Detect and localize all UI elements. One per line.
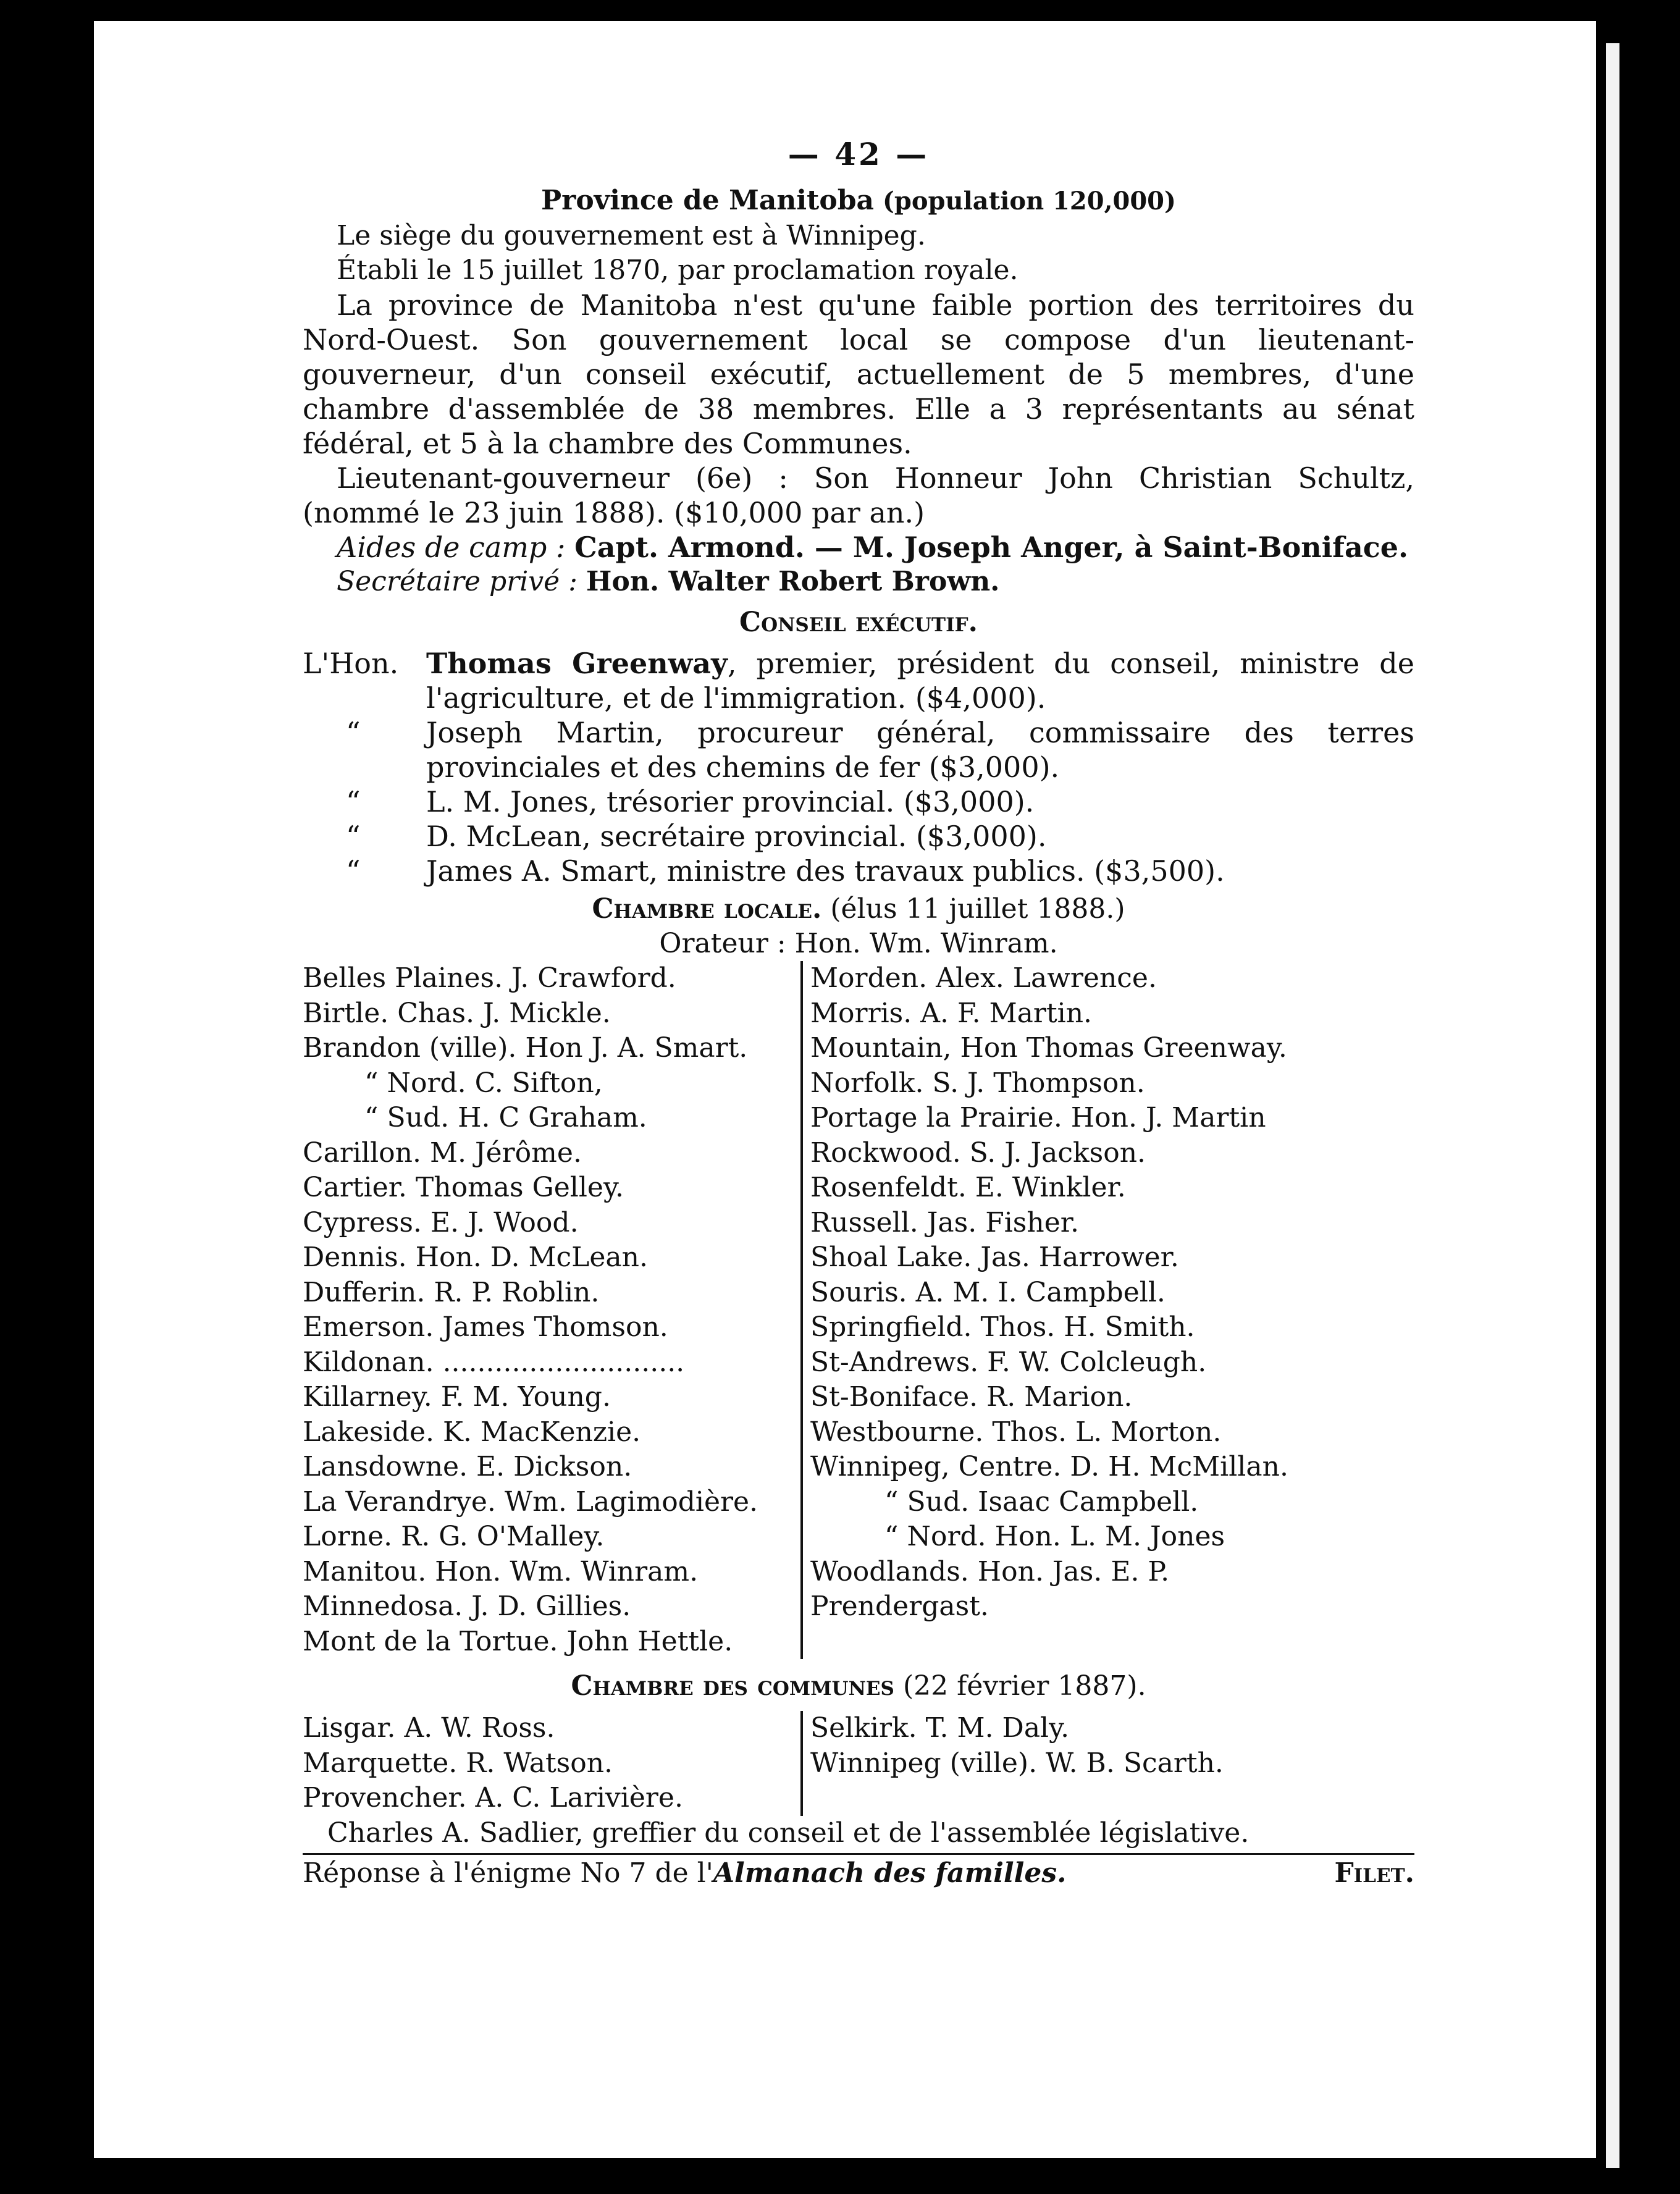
list-item: Brandon (ville). Hon J. A. Smart. (303, 1032, 748, 1064)
list-item: Dennis. Hon. D. McLean. (303, 1242, 648, 1273)
list-item: Woodlands. Hon. Jas. E. P. Prendergast. (810, 1555, 1170, 1622)
ditto-mark: “ (346, 785, 361, 818)
list-item: Marquette. R. Watson. (303, 1747, 613, 1779)
private-secretary (303, 565, 1414, 599)
list-item: Lisgar. A. W. Ross. (303, 1712, 555, 1744)
aides-text: Capt. Armond. — M. Joseph Anger, à Saint-Boniface. (574, 531, 1409, 564)
list-item: “ Sud. H. C Graham. (364, 1102, 647, 1133)
council-member-1 (303, 646, 1414, 715)
commons-list (303, 1711, 1414, 1816)
document-body (303, 136, 1414, 1891)
lieutenant-governor-text: Lieutenant-gouverneur (6e) : Son Honneur John Christian Schultz, (nommé le 23 juin 1888). ($10,000 par an.) (303, 461, 1414, 529)
local-chamber-heading (303, 892, 1414, 927)
page-edge (1606, 43, 1619, 2168)
ditto-mark: “ (346, 716, 361, 749)
list-item: Rockwood. S. J. Jackson. (810, 1137, 1146, 1169)
member-name: Joseph Martin (426, 716, 655, 749)
list-item: Shoal Lake. Jas. Harrower. (810, 1242, 1179, 1273)
list-item: Winnipeg, Centre. D. H. McMillan. (810, 1451, 1288, 1482)
council-member-5 (303, 854, 1414, 888)
riddle-line (303, 1853, 1414, 1891)
list-item: Lorne. R. G. O'Malley. (303, 1521, 605, 1552)
secretary-label: Secrétaire privé : (337, 566, 578, 597)
list-item: Winnipeg (ville). W. B. Scarth. (810, 1747, 1224, 1779)
speaker-line: Orateur : Hon. Wm. Winram. (659, 928, 1058, 959)
list-item: Belles Plaines. J. Crawford. (303, 962, 676, 994)
aides-label: Aides de camp : (337, 531, 566, 564)
seat-line: Le siège du gouvernement est à Winnipeg. (337, 220, 926, 251)
commons-title: Chambre des communes (571, 1670, 894, 1702)
list-item: Morden. Alex. Lawrence. (810, 962, 1157, 994)
list-item: Russell. Jas. Fisher. (810, 1206, 1079, 1238)
established-line: Établi le 15 juillet 1870, par proclamation royale. (337, 254, 1018, 286)
ditto-mark: “ (346, 820, 361, 853)
list-item: Minnedosa. J. D. Gillies. (303, 1591, 631, 1622)
list-item: Westbourne. Thos. L. Morton. (810, 1416, 1222, 1448)
page-number: — 42 — (788, 136, 930, 172)
list-item: St-Andrews. F. W. Colcleugh. (810, 1346, 1207, 1378)
intro-paragraph (303, 288, 1414, 461)
list-item: Cypress. E. J. Wood. (303, 1206, 579, 1238)
commons-left-column (303, 1711, 800, 1816)
council-member-3 (303, 784, 1414, 819)
local-chamber-title: Chambre locale. (592, 893, 822, 925)
member-name: James A. Smart (426, 854, 649, 888)
hon-prefix: L'Hon. (303, 647, 399, 680)
local-chamber-date: (élus 11 juillet 1888.) (830, 893, 1125, 925)
section-heading (303, 183, 1414, 219)
commons-right-column (800, 1711, 1224, 1816)
list-item: Lakeside. K. MacKenzie. (303, 1416, 641, 1448)
lieutenant-governor (303, 461, 1414, 530)
member-role: , ministre des travaux publics. ($3,500). (649, 854, 1225, 888)
ditto-mark: “ (346, 854, 361, 888)
list-item: Cartier. Thomas Gelley. (303, 1172, 624, 1203)
member-name: L. M. Jones (426, 785, 589, 818)
secretary-text: Hon. Walter Robert Brown. (586, 566, 1000, 597)
list-item: Mountain, Hon Thomas Greenway. (810, 1032, 1287, 1064)
riddle-text: Réponse à l'énigme No 7 de l' (303, 1857, 713, 1889)
list-item: “ Sud. Isaac Campbell. (884, 1486, 1199, 1518)
list-item: Lansdowne. E. Dickson. (303, 1451, 632, 1482)
list-item: Dufferin. R. P. Roblin. (303, 1276, 600, 1308)
province-name: Province de Manitoba (541, 185, 874, 216)
riddle-answer: Filet. (1334, 1857, 1414, 1889)
list-item: “ Nord. C. Sifton, (364, 1067, 603, 1099)
list-item: Mont de la Tortue. John Hettle. (303, 1625, 733, 1657)
riddle-question (303, 1856, 1066, 1891)
member-name: Thomas Greenway (426, 647, 728, 680)
clerk-line: Charles A. Sadlier, greffier du conseil et de l'assemblée législative. (327, 1817, 1250, 1849)
council-member-4 (303, 819, 1414, 854)
executive-council-title: Conseil exécutif. (739, 607, 978, 638)
list-item: Carillon. M. Jérôme. (303, 1137, 582, 1169)
list-item: Souris. A. M. I. Campbell. (810, 1276, 1166, 1308)
local-chamber-left-column (303, 961, 803, 1659)
population: (population 120,000) (882, 187, 1176, 216)
member-role: , secrétaire provincial. ($3,000). (582, 820, 1047, 853)
list-item: Provencher. A. C. Larivière. (303, 1782, 683, 1814)
member-role: , trésorier provincial. ($3,000). (588, 785, 1035, 818)
list-item: St-Boniface. R. Marion. (810, 1381, 1133, 1413)
almanac-title: Almanach des familles. (713, 1857, 1067, 1889)
intro-text: La province de Manitoba n'est qu'une faible portion des territoires du Nord-Ouest. Son gouvernement local se compose d'un lieutenant-gouverneur, d'un conseil exécutif, actuellement de 5 membres, d'une chambre d'assemblée de 38 membres. Elle a 3 représentants au sénat fédéral, et 5 à la chambre des Communes. (303, 288, 1414, 460)
list-item: Manitou. Hon. Wm. Winram. (303, 1555, 699, 1587)
council-member-2 (303, 715, 1414, 784)
list-item: Morris. A. F. Martin. (810, 997, 1093, 1029)
commons-date: (22 février 1887). (902, 1670, 1146, 1702)
local-chamber-right-column (803, 961, 1354, 1659)
commons-heading (303, 1669, 1414, 1704)
list-item: Springfield. Thos. H. Smith. (810, 1311, 1195, 1343)
list-item: Emerson. James Thomson. (303, 1311, 668, 1343)
list-item: Selkirk. T. M. Daly. (810, 1712, 1070, 1744)
local-chamber-list (303, 961, 1414, 1659)
list-item: “ Nord. Hon. L. M. Jones (884, 1521, 1225, 1552)
list-item: Kildonan. ............................ (303, 1346, 685, 1378)
member-name: D. McLean (426, 820, 582, 853)
aides-de-camp (303, 530, 1414, 565)
list-item: Portage la Prairie. Hon. J. Martin (810, 1102, 1266, 1133)
member-role: , premier, président du conseil, ministre de l'agriculture, et de l'immigration. ($4,000). (426, 647, 1414, 715)
list-item: Birtle. Chas. J. Mickle. (303, 997, 611, 1029)
member-role: , procureur général, commissaire des terres provinciales et des chemins de fer ($3,000). (426, 716, 1414, 784)
list-item: Rosenfeldt. E. Winkler. (810, 1172, 1126, 1203)
list-item: Norfolk. S. J. Thompson. (810, 1067, 1145, 1099)
list-item: Killarney. F. M. Young. (303, 1381, 611, 1413)
list-item: La Verandrye. Wm. Lagimodière. (303, 1486, 758, 1518)
